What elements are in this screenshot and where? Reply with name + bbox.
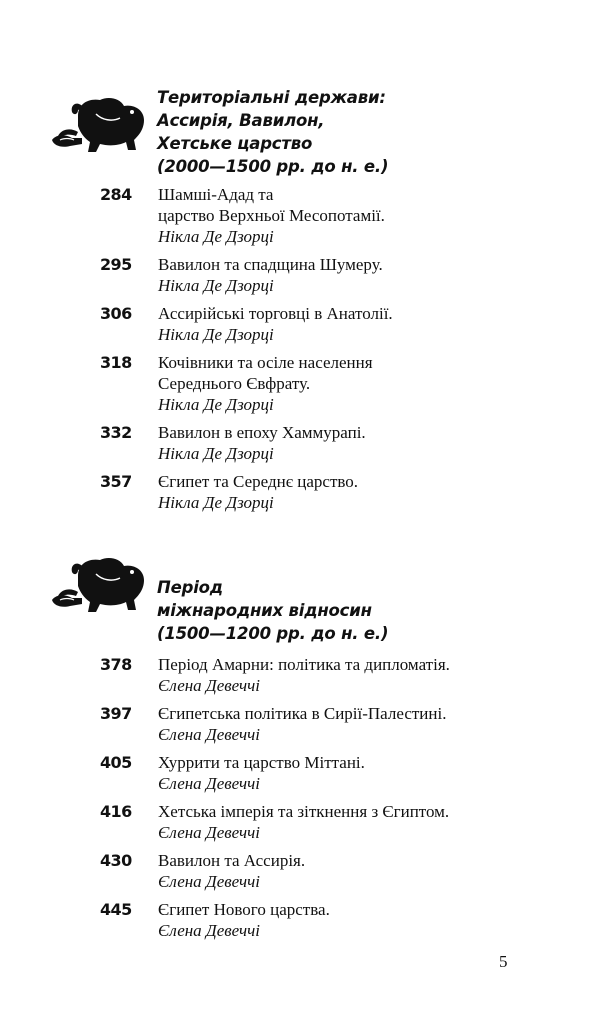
page-number: 5 <box>499 952 508 971</box>
entry-author: Єлена Девеччі <box>158 725 260 744</box>
entry-author: Нікла Де Дзорці <box>158 325 274 344</box>
toc-entry-list <box>0 184 600 520</box>
entry-title-line: Кочівники та осіле населення <box>158 353 373 372</box>
entry-author: Єлена Девеччі <box>158 921 260 940</box>
entry-page-number: 306 <box>100 304 132 323</box>
heading-line: Територіальні держави: <box>157 88 386 107</box>
toc-entry[interactable] <box>0 254 600 303</box>
toc-entry[interactable] <box>0 352 600 422</box>
entry-author: Нікла Де Дзорці <box>158 395 274 414</box>
heading-line: Ассирія, Вавилон, <box>157 111 325 130</box>
entry-title-line: Період Амарни: політика та дипломатія. <box>158 655 450 674</box>
entry-title-line: Шамші-Адад та <box>158 185 274 204</box>
section-heading <box>157 86 577 178</box>
toc-entry[interactable] <box>0 654 600 703</box>
entry-author: Нікла Де Дзорці <box>158 227 274 246</box>
toc-entry[interactable] <box>0 801 600 850</box>
entry-title-line: Середнього Євфрату. <box>158 374 311 393</box>
entry-author: Єлена Девеччі <box>158 774 260 793</box>
entry-author: Нікла Де Дзорці <box>158 444 274 463</box>
section-heading <box>157 576 577 645</box>
toc-entry[interactable] <box>0 184 600 254</box>
entry-title-line: Хетська імперія та зіткнення з Єгиптом. <box>158 802 450 821</box>
entry-page-number: 397 <box>100 704 132 723</box>
toc-entry[interactable] <box>0 850 600 899</box>
entry-page-number: 445 <box>100 900 132 919</box>
entry-page-number: 357 <box>100 472 132 491</box>
entry-page-number: 332 <box>100 423 132 442</box>
entry-page-number: 405 <box>100 753 132 772</box>
heading-line: (1500—1200 рр. до н. е.) <box>157 624 389 643</box>
heading-line: Хетське царство <box>157 134 313 153</box>
entry-title-line: Хуррити та царство Міттані. <box>158 753 365 772</box>
entry-title-line: Вавилон в епоху Хаммурапі. <box>158 423 366 442</box>
toc-entry[interactable] <box>0 303 600 352</box>
toc-entry[interactable] <box>0 471 600 520</box>
heading-line: Період <box>157 578 223 597</box>
winged-lion-emblem-icon <box>48 96 148 160</box>
toc-entry[interactable] <box>0 899 600 948</box>
entry-page-number: 284 <box>100 185 132 204</box>
entry-title-line: Єгипет та Середнє царство. <box>158 472 359 491</box>
entry-title-line: Вавилон та Ассирія. <box>158 851 306 870</box>
toc-entry[interactable] <box>0 422 600 471</box>
heading-line: міжнародних відносин <box>157 601 372 620</box>
toc-entry[interactable] <box>0 703 600 752</box>
entry-author: Єлена Девеччі <box>158 823 260 842</box>
entry-title-line: царство Верхньої Месопотамії. <box>158 206 385 225</box>
entry-author: Єлена Девеччі <box>158 872 260 891</box>
winged-lion-emblem-icon <box>48 556 148 620</box>
toc-entry-list <box>0 654 600 948</box>
entry-page-number: 430 <box>100 851 132 870</box>
entry-title-line: Єгипет Нового царства. <box>158 900 330 919</box>
entry-title-line: Ассирійські торговці в Анатолії. <box>158 304 393 323</box>
heading-line: (2000—1500 рр. до н. е.) <box>157 157 389 176</box>
entry-page-number: 378 <box>100 655 132 674</box>
entry-page-number: 295 <box>100 255 132 274</box>
toc-entry[interactable] <box>0 752 600 801</box>
entry-title-line: Вавилон та спадщина Шумеру. <box>158 255 383 274</box>
entry-page-number: 318 <box>100 353 132 372</box>
entry-author: Нікла Де Дзорці <box>158 276 274 295</box>
entry-author: Єлена Девеччі <box>158 676 260 695</box>
entry-title-line: Єгипетська політика в Сирії-Палестині. <box>158 704 447 723</box>
entry-author: Нікла Де Дзорці <box>158 493 274 512</box>
entry-page-number: 416 <box>100 802 132 821</box>
